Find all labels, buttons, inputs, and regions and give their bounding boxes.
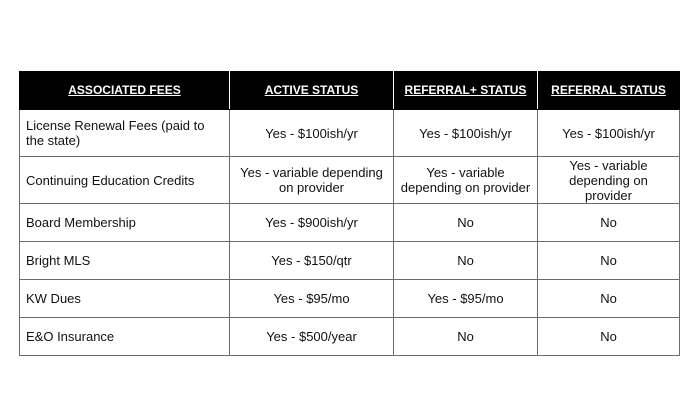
header-associated-fees: ASSOCIATED FEES — [20, 72, 230, 110]
active-status-cell: Yes - $95/mo — [230, 280, 394, 318]
referral-plus-status-cell: Yes - variable depending on provider — [394, 157, 538, 204]
referral-status-cell: No — [538, 204, 680, 242]
referral-plus-status-cell: No — [394, 242, 538, 280]
fee-name-cell: License Renewal Fees (paid to the state) — [20, 110, 230, 157]
active-status-cell: Yes - $100ish/yr — [230, 110, 394, 157]
referral-plus-status-cell: Yes - $100ish/yr — [394, 110, 538, 157]
referral-status-cell: Yes - $100ish/yr — [538, 110, 680, 157]
fee-name-cell: KW Dues — [20, 280, 230, 318]
table-row — [20, 280, 680, 318]
header-row — [20, 72, 680, 110]
header-active-status: ACTIVE STATUS — [230, 72, 394, 110]
fee-name-cell: Bright MLS — [20, 242, 230, 280]
table-row — [20, 318, 680, 356]
active-status-cell: Yes - $500/year — [230, 318, 394, 356]
table-row — [20, 110, 680, 157]
table-row — [20, 204, 680, 242]
fee-name-cell: Continuing Education Credits — [20, 157, 230, 204]
fees-table — [19, 71, 680, 356]
referral-status-cell: No — [538, 318, 680, 356]
referral-status-cell: No — [538, 280, 680, 318]
active-status-cell: Yes - $900ish/yr — [230, 204, 394, 242]
header-referral-status: REFERRAL STATUS — [538, 72, 680, 110]
referral-status-cell: Yes - variable depending on provider — [538, 157, 680, 204]
referral-plus-status-cell: Yes - $95/mo — [394, 280, 538, 318]
referral-plus-status-cell: No — [394, 318, 538, 356]
table-row — [20, 157, 680, 204]
referral-plus-status-cell: No — [394, 204, 538, 242]
active-status-cell: Yes - variable depending on provider — [230, 157, 394, 204]
referral-status-cell: No — [538, 242, 680, 280]
table-row — [20, 242, 680, 280]
fee-name-cell: E&O Insurance — [20, 318, 230, 356]
fee-name-cell: Board Membership — [20, 204, 230, 242]
active-status-cell: Yes - $150/qtr — [230, 242, 394, 280]
header-referral-plus-status: REFERRAL+ STATUS — [394, 72, 538, 110]
